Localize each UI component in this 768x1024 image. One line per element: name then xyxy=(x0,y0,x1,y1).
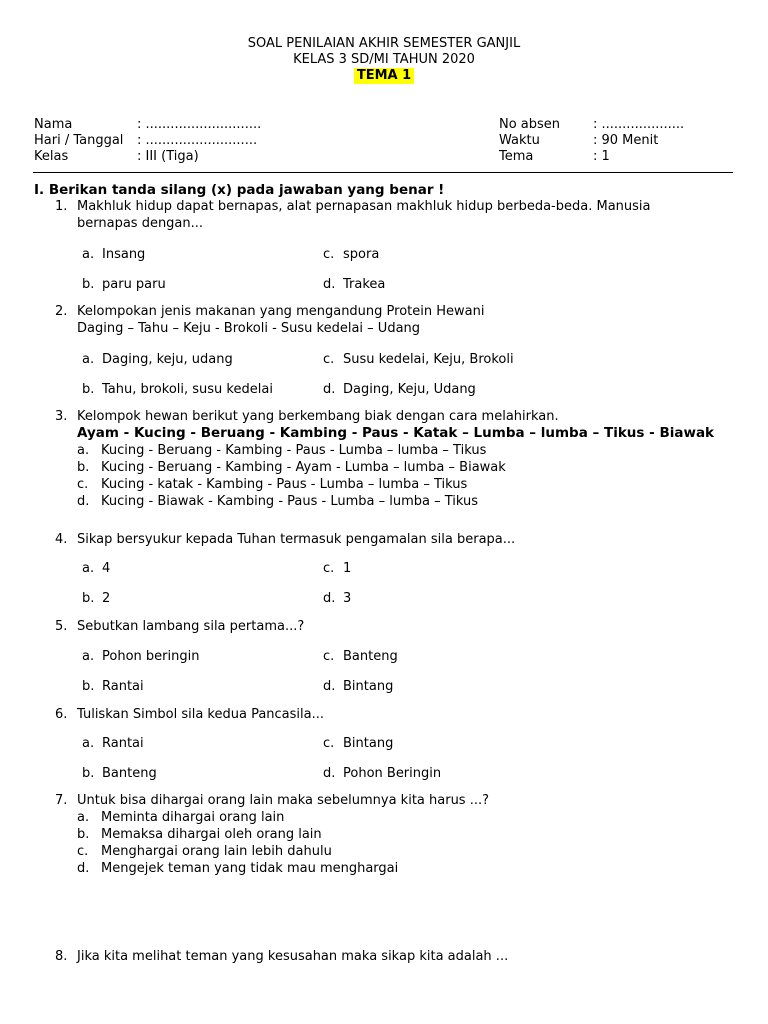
question-7 xyxy=(55,792,715,877)
option-b[interactable]: b. Rantai xyxy=(82,679,144,694)
info-label-tema: Tema xyxy=(499,149,534,164)
question-number: 3. xyxy=(55,409,68,424)
student-info-left xyxy=(34,117,261,165)
info-value-nama: : ............................ xyxy=(137,117,262,132)
option-d[interactable]: d. Kucing - Biawak - Kambing - Paus - Lumba – lumba – Tikus xyxy=(77,494,479,509)
info-value-kelas: : III (Tiga) xyxy=(137,149,199,164)
option-a[interactable]: a. Kucing - Beruang - Kambing - Paus - Lumba – lumba – Tikus xyxy=(77,443,487,458)
option-b[interactable]: b. paru paru xyxy=(82,277,166,292)
question-number: 5. xyxy=(55,619,68,634)
question-text: Kelompok hewan berikut yang berkembang biak dengan cara melahirkan. xyxy=(77,409,559,424)
info-label-kelas: Kelas xyxy=(34,149,69,164)
option-d[interactable]: d. Pohon Beringin xyxy=(323,766,442,781)
question-food-list: Daging – Tahu – Keju - Brokoli - Susu kedelai – Udang xyxy=(77,321,421,336)
question-8 xyxy=(55,948,715,965)
option-c[interactable]: c. spora xyxy=(323,247,380,262)
info-value-no-absen: : .................... xyxy=(593,117,685,132)
header-divider xyxy=(33,172,733,173)
info-label-nama: Nama xyxy=(34,117,73,132)
question-3 xyxy=(55,408,715,510)
option-a[interactable]: a. Meminta dihargai orang lain xyxy=(77,810,285,825)
question-number: 7. xyxy=(55,793,68,808)
option-c[interactable]: c. 1 xyxy=(323,561,352,576)
option-d[interactable]: d. 3 xyxy=(323,591,352,606)
question-number: 8. xyxy=(55,949,68,964)
info-label-waktu: Waktu xyxy=(499,133,540,148)
option-d[interactable]: d. Trakea xyxy=(323,277,386,292)
info-value-tema: : 1 xyxy=(593,149,610,164)
question-number: 1. xyxy=(55,199,68,214)
question-6 xyxy=(55,706,715,723)
question-text: Jika kita melihat teman yang kesusahan maka sikap kita adalah ... xyxy=(77,949,509,964)
question-text: Makhluk hidup dapat bernapas, alat pernapasan makhluk hidup berbeda-beda. Manusia bernapas dengan... xyxy=(77,199,651,231)
question-4 xyxy=(55,531,715,548)
option-a[interactable]: a. Pohon beringin xyxy=(82,649,200,664)
question-number: 2. xyxy=(55,304,68,319)
header-tema-highlight: TEMA 1 xyxy=(354,68,414,84)
option-d[interactable]: d. Bintang xyxy=(323,679,394,694)
question-text: Kelompokan jenis makanan yang mengandung Protein Hewani xyxy=(77,304,485,319)
question-text: Tuliskan Simbol sila kedua Pancasila... xyxy=(77,707,324,722)
header-class-year: KELAS 3 SD/MI TAHUN 2020 xyxy=(293,52,475,67)
option-b[interactable]: b. Memaksa dihargai oleh orang lain xyxy=(77,827,322,842)
question-number: 4. xyxy=(55,532,68,547)
option-b[interactable]: b. Kucing - Beruang - Kambing - Ayam - Lumba – lumba – Biawak xyxy=(77,460,506,475)
info-value-hari-tanggal: : ........................... xyxy=(137,133,258,148)
option-c[interactable]: c. Menghargai orang lain lebih dahulu xyxy=(77,844,332,859)
option-a[interactable]: a. Daging, keju, udang xyxy=(82,352,233,367)
option-a[interactable]: a. Rantai xyxy=(82,736,144,751)
question-number: 6. xyxy=(55,707,68,722)
option-b[interactable]: b. Banteng xyxy=(82,766,157,781)
option-a[interactable]: a. 4 xyxy=(82,561,111,576)
option-b[interactable]: b. 2 xyxy=(82,591,111,606)
option-c[interactable]: c. Banteng xyxy=(323,649,398,664)
question-animal-list: Ayam - Kucing - Beruang - Kambing - Paus - Katak – Lumba – lumba – Tikus - Biawak xyxy=(77,425,715,441)
option-list xyxy=(77,809,715,877)
header-title: SOAL PENILAIAN AKHIR SEMESTER GANJIL xyxy=(247,36,521,51)
question-text: Sebutkan lambang sila pertama...? xyxy=(77,619,305,634)
student-info-right xyxy=(499,117,684,165)
question-text: Sikap bersyukur kepada Tuhan termasuk pengamalan sila berapa... xyxy=(77,532,516,547)
option-c[interactable]: c. Kucing - katak - Kambing - Paus - Lumba – lumba – Tikus xyxy=(77,477,468,492)
option-d[interactable]: d. Daging, Keju, Udang xyxy=(323,382,476,397)
option-a[interactable]: a. Insang xyxy=(82,247,146,262)
document-header xyxy=(0,36,768,84)
option-list xyxy=(77,442,715,510)
info-label-hari-tanggal: Hari / Tanggal xyxy=(34,133,124,148)
info-value-waktu: : 90 Menit xyxy=(593,133,659,148)
option-d[interactable]: d. Mengejek teman yang tidak mau menghargai xyxy=(77,861,399,876)
question-2 xyxy=(55,303,715,337)
option-b[interactable]: b. Tahu, brokoli, susu kedelai xyxy=(82,382,273,397)
section-title: I. Berikan tanda silang (x) pada jawaban yang benar ! xyxy=(34,182,445,198)
option-c[interactable]: c. Bintang xyxy=(323,736,394,751)
question-text: Untuk bisa dihargai orang lain maka sebelumnya kita harus ...? xyxy=(77,793,490,808)
question-5 xyxy=(55,618,715,635)
option-c[interactable]: c. Susu kedelai, Keju, Brokoli xyxy=(323,352,514,367)
info-label-no-absen: No absen xyxy=(499,117,561,132)
question-1 xyxy=(55,198,715,232)
